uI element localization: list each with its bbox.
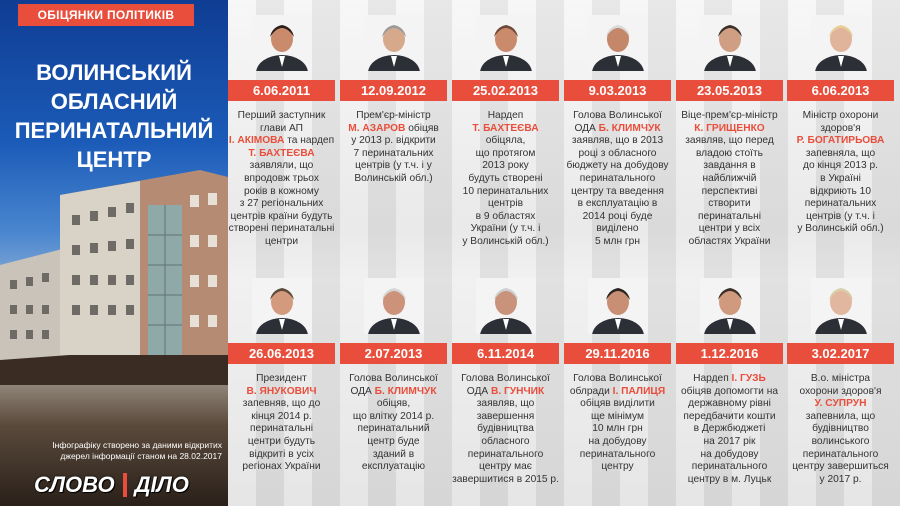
promise-text-fragment: що протягом [475, 147, 536, 159]
promise-date: 9.03.2013 [564, 80, 671, 101]
promise-text-fragment: глави АП [259, 122, 304, 134]
promise-text-fragment: перинатального [467, 448, 544, 460]
promise-text-line [228, 461, 335, 474]
politician-photo [476, 278, 536, 334]
promise-text [787, 373, 894, 486]
politician-name: І. ГУЗЬ [731, 373, 766, 384]
promise-text-line [787, 474, 894, 487]
promise-text-fragment: у 2017 р. [819, 473, 862, 485]
promise-text-fragment: виділено [596, 223, 639, 235]
promise-text-line [228, 386, 335, 399]
promise-text-fragment: центру [601, 461, 634, 473]
promise-text-fragment: Нардеп [487, 110, 524, 121]
promise-text-fragment: волинського [811, 435, 870, 447]
promise-text [340, 373, 447, 474]
promise-text [228, 373, 335, 474]
promise-text-fragment: перинатального [579, 448, 656, 460]
title-line: ПЕРИНАТАЛЬНИЙ [14, 118, 214, 143]
promise-card [564, 0, 671, 506]
promise-text-fragment: центру та введення [571, 185, 664, 197]
promise-text-fragment: облради [569, 385, 613, 397]
promise-text-fragment: створені перинатальні [228, 223, 335, 235]
brand-left: СЛОВО [34, 472, 115, 497]
promise-text-line [564, 461, 671, 474]
promise-text-line [787, 461, 894, 474]
hospital-building-image [0, 165, 228, 385]
promise-text-line [452, 398, 559, 411]
promise-text-fragment: 2013 року [482, 160, 529, 172]
promise-text-line [452, 411, 559, 424]
brand-separator [123, 473, 127, 497]
promise-date: 6.11.2014 [452, 343, 559, 364]
title-line: ВОЛИНСЬКИЙ [36, 60, 192, 85]
promise-text-line [452, 373, 559, 386]
promise-text-line [228, 398, 335, 411]
politician-photo [588, 278, 648, 334]
promise-text-fragment: у 2013 р. відкрити [351, 135, 436, 147]
promise-text-fragment: центру має [478, 461, 533, 473]
promise-text-fragment: Президент [256, 373, 307, 384]
promise-text-fragment: регіонах України [242, 461, 321, 473]
promise-text-fragment: В.о. міністра [810, 373, 871, 384]
promise-text-fragment: відкриють 10 [810, 185, 871, 197]
promise-text-fragment: у Волинській обл.) [797, 223, 884, 235]
promise-text-line [676, 373, 783, 386]
promise-text-fragment: обіцяв [405, 122, 439, 134]
credit-line: Інфографіку створено за даними відкритих [52, 440, 222, 450]
promise-text-fragment: Голова Волинської [461, 373, 550, 384]
promise-text-fragment: перинатального [691, 461, 768, 473]
promise-text-fragment: впродовж трьох [244, 172, 319, 184]
promise-text-fragment: завершення [476, 410, 535, 422]
promise-text-fragment: центри у всіх [698, 223, 761, 235]
brand-logo [34, 472, 214, 498]
promise-text-fragment: державному рівні [688, 398, 771, 410]
promise-text-fragment: завершитися в 2015 р. [452, 473, 559, 485]
promise-text-line [787, 449, 894, 462]
brand-right: ДІЛО [134, 472, 189, 497]
promise-text-fragment: перспективі [701, 185, 758, 197]
promise-text-fragment: заявляли, що [249, 160, 314, 172]
promise-date: 26.06.2013 [228, 343, 335, 364]
promise-text-line [676, 386, 783, 399]
promise-text-fragment: до кінця 2013 р. [803, 160, 878, 172]
promise-date: 6.06.2013 [787, 80, 894, 101]
promise-text-fragment: перинатального [802, 448, 879, 460]
politician-name: Т. БАХТЕЄВА [248, 147, 315, 159]
promise-text-fragment: запевняла, що [805, 147, 876, 159]
promise-text-line [340, 461, 447, 474]
promise-text-fragment: та нардеп [284, 135, 335, 147]
promise-text-fragment: 2014 році буде [582, 210, 653, 222]
promise-text-fragment: центрів [487, 198, 524, 210]
promise-text-fragment: 10 перинатальних [462, 185, 549, 197]
promise-text-fragment: обіцяв, [376, 398, 411, 410]
promise-text [564, 373, 671, 474]
promise-text [452, 373, 559, 486]
promise-text-fragment: передбачити кошти [683, 410, 776, 422]
promise-text-fragment: перинатального [579, 172, 656, 184]
promise-text-fragment: заявляв, що [476, 398, 535, 410]
promise-text-fragment: 10 млн грн [592, 423, 643, 435]
promise-date: 23.05.2013 [676, 80, 783, 101]
promise-text-line [340, 436, 447, 449]
promise-text-line [564, 411, 671, 424]
promise-date: 25.02.2013 [452, 80, 559, 101]
politician-name: Т. БАХТЕЄВА [472, 122, 539, 134]
promise-text-fragment: центрів країни будуть [230, 210, 333, 222]
promise-text-fragment: перинатальні [250, 423, 313, 435]
promise-text-line [676, 474, 783, 487]
promise-text-line [676, 449, 783, 462]
promise-date: 3.02.2017 [787, 343, 894, 364]
promise-text-fragment: на добудову [588, 435, 647, 447]
credit-line: джерел інформації станом на 28.02.2017 [60, 451, 222, 461]
promise-text-fragment: ОДА [350, 385, 375, 397]
promise-text-fragment: ОДА [574, 122, 599, 134]
promise-text-line [787, 373, 894, 386]
promise-text-line [340, 386, 447, 399]
title-line: ОБЛАСНИЙ [50, 89, 178, 114]
politician-name: І. АКІМОВА [228, 135, 285, 147]
promise-text-fragment: що влітку 2014 р. [352, 410, 435, 422]
promise-text-fragment: Голова Волинської [349, 373, 438, 384]
politician-photo [364, 278, 424, 334]
politician-name: В. ЯНУКОВИЧ [246, 385, 317, 397]
promise-text-line [228, 423, 335, 436]
promise-text [676, 373, 783, 486]
promise-text-fragment: будівництва [477, 423, 534, 435]
promise-text-fragment: в Держбюджеті [693, 423, 766, 435]
promise-text-fragment: найближчій [702, 172, 757, 184]
promise-text-line [564, 398, 671, 411]
promise-text-line [787, 423, 894, 436]
promise-text-line [676, 461, 783, 474]
promise-text-fragment: бюджету на добудову [566, 160, 669, 172]
promise-text-fragment: Віце-прем'єр-міністр [681, 110, 778, 121]
promise-text-fragment: з 27 регіональних [239, 198, 324, 210]
promise-text-line [228, 373, 335, 386]
promise-text-line [452, 386, 559, 399]
promise-text-fragment: створити [708, 198, 751, 210]
promise-text-fragment: перинатальний [357, 423, 430, 435]
promise-text-fragment: центрів (у т.ч. і у [355, 160, 432, 172]
promise-text-fragment: центрів (у т.ч. і [806, 210, 875, 222]
promise-text-fragment: обіцяв виділити [580, 398, 655, 410]
promise-text-line [228, 436, 335, 449]
promise-text-fragment: центр буде [367, 435, 420, 447]
promise-text-fragment: запевняв, що до [242, 398, 321, 410]
promise-text-fragment: ОДА [466, 385, 492, 397]
promise-text-fragment: центру в м. Луцьк [687, 473, 772, 485]
promise-text-fragment: експлуатацію [361, 461, 426, 473]
promise-text-fragment: перинатальних [804, 198, 877, 210]
promise-text-line [452, 423, 559, 436]
politician-name: І. ПАЛИЦЯ [612, 385, 666, 397]
promise-text-fragment: Перший заступник [237, 110, 326, 121]
promise-text-line [340, 373, 447, 386]
promise-text-line [340, 423, 447, 436]
promise-text-fragment: областях України [688, 235, 771, 247]
promise-card [452, 0, 559, 506]
title-line: ЦЕНТР [76, 147, 152, 172]
politician-photo [252, 278, 312, 334]
promise-text-fragment: Голова Волинської [573, 373, 662, 384]
promise-text-line [228, 411, 335, 424]
promise-text-fragment: заявляв, що перед [685, 135, 774, 147]
promise-text-fragment: владою стоїть [696, 147, 763, 159]
promise-text-fragment: завдання в [703, 160, 756, 172]
promise-card [676, 0, 783, 506]
promise-text-fragment: Нардеп [693, 373, 732, 384]
left-panel [0, 0, 228, 506]
politician-name: У. СУПРУН [814, 398, 867, 410]
promise-text-line [228, 449, 335, 462]
promise-text-line [787, 386, 894, 399]
promise-text-line [676, 411, 783, 424]
promise-text-line [452, 461, 559, 474]
politician-name: Р. БОГАТИРЬОВА [796, 135, 885, 147]
promise-text-line [564, 386, 671, 399]
promise-text-fragment: центру завершиться [792, 461, 889, 473]
promise-text-fragment: 7 перинатальних [353, 147, 434, 159]
promise-text-line [340, 411, 447, 424]
promise-text-fragment: Голова Волинської [573, 110, 662, 121]
promise-text-fragment: в 9 областях [475, 210, 536, 222]
promise-text-fragment: Прем'єр-міністр [356, 110, 431, 121]
promise-text-fragment: перинатальні [698, 210, 761, 222]
politician-photo [811, 278, 871, 334]
promise-text-line [340, 449, 447, 462]
promise-text-fragment: зданий в [372, 448, 415, 460]
promise-text-fragment: обіцяла, [485, 135, 526, 147]
promises-grid [228, 0, 900, 506]
promise-text-fragment: охорони здоров'я [799, 385, 882, 397]
promise-text-fragment: будівництво [812, 423, 869, 435]
promise-text-line [564, 436, 671, 449]
promise-text-line [564, 423, 671, 436]
promise-text-fragment: заявляв, що в 2013 [571, 135, 664, 147]
promise-text-line [676, 436, 783, 449]
politician-photo [700, 278, 760, 334]
promise-date: 1.12.2016 [676, 343, 783, 364]
promise-text-fragment: на добудову [700, 448, 759, 460]
politician-name: К. ГРИЩЕНКО [694, 122, 765, 134]
promise-text-fragment: обласного [481, 435, 530, 447]
promise-text-fragment: році з обласного [578, 147, 657, 159]
politician-name: Б. КЛИМЧУК [374, 385, 437, 397]
promise-text-fragment: обіцяв допомогти на [680, 385, 778, 397]
promise-text-line [340, 398, 447, 411]
promise-text-line [676, 423, 783, 436]
promise-card [787, 0, 894, 506]
promise-text-fragment: 5 млн грн [595, 235, 640, 247]
page-title [8, 58, 220, 174]
promise-text-line [452, 436, 559, 449]
promise-text-line [787, 411, 894, 424]
promise-text-fragment: відкриті в усіх [249, 448, 314, 460]
promise-text-line [676, 398, 783, 411]
politician-name: Б. КЛИМЧУК [598, 122, 661, 134]
promise-date: 29.11.2016 [564, 343, 671, 364]
promise-text-fragment: ще мінімум [590, 410, 645, 422]
promise-text-line [564, 373, 671, 386]
promise-text-fragment: здоров'я [820, 122, 861, 134]
promise-text-line [452, 449, 559, 462]
politician-name: М. АЗАРОВ [348, 122, 406, 134]
promise-card [340, 0, 447, 506]
promise-text-fragment: Міністр охорони [802, 110, 879, 121]
section-tag: ОБІЦЯНКИ ПОЛІТИКІВ [18, 4, 194, 26]
promise-date: 12.09.2012 [340, 80, 447, 101]
promise-date: 6.06.2011 [228, 80, 335, 101]
promise-text-fragment: років в кожному [244, 185, 319, 197]
promise-text-fragment: центри [264, 235, 299, 247]
promise-text-fragment: у Волинській обл.) [462, 235, 549, 247]
promise-text-fragment: України (у т.ч. і [470, 223, 541, 235]
promise-card [228, 0, 335, 506]
promise-date: 2.07.2013 [340, 343, 447, 364]
promise-text-fragment: запевнила, що [805, 410, 876, 422]
promise-text-line [787, 398, 894, 411]
promise-text-fragment: Волинській обл.) [354, 172, 433, 184]
promise-text-fragment: на 2017 рік [703, 435, 756, 447]
promise-text-line [452, 474, 559, 487]
promise-text-fragment: в Україні [820, 172, 861, 184]
politician-name: В. ГУНЧИК [491, 385, 545, 397]
promise-text-fragment: в експлуатацію в [577, 198, 658, 210]
promise-text-line [787, 436, 894, 449]
credit-note [36, 440, 222, 462]
promise-text-fragment: кінця 2014 р. [251, 410, 312, 422]
promise-text-fragment: будуть створені [468, 172, 543, 184]
promise-text-line [564, 449, 671, 462]
promise-text-fragment: центри будуть [247, 435, 316, 447]
